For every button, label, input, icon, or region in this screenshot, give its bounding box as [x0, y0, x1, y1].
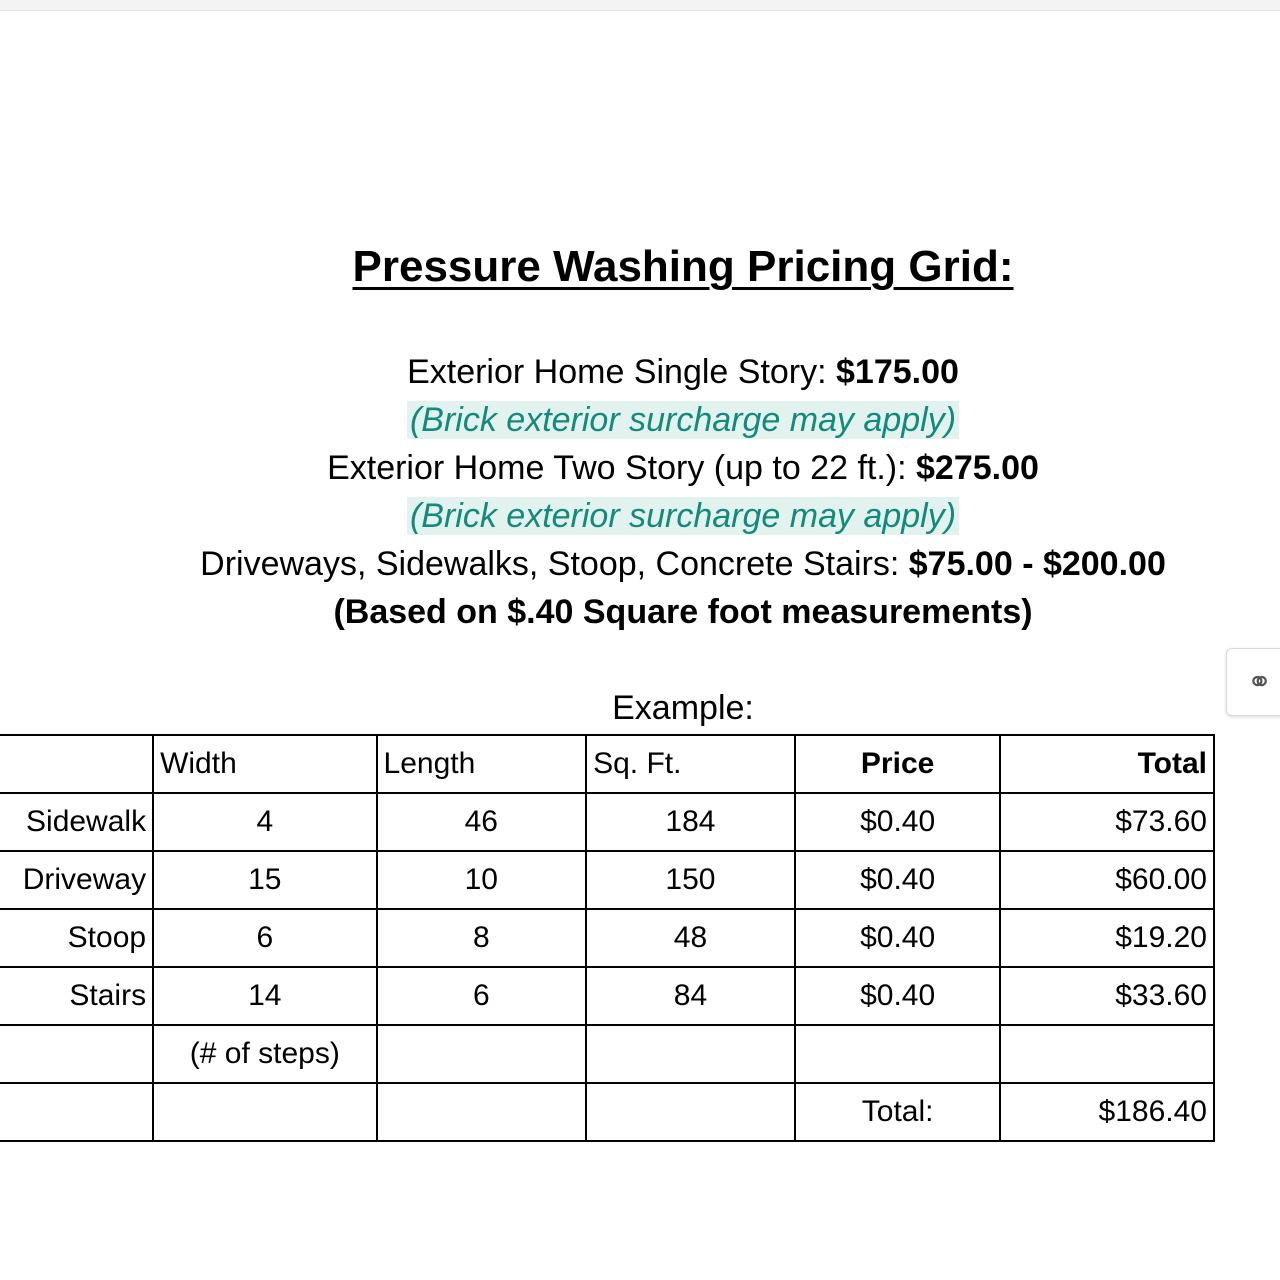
- brick-surcharge-note-2: [0, 496, 1280, 536]
- row-label: Sidewalk: [0, 793, 153, 851]
- sqft-cell: 84: [586, 967, 795, 1025]
- price-cell: $0.40: [795, 851, 1001, 909]
- sqft-cell: 150: [586, 851, 795, 909]
- single-story-price: $175.00: [836, 353, 959, 391]
- link-icon: ⚭: [1247, 665, 1273, 700]
- header-cell-length: Length: [377, 735, 587, 793]
- concrete-services-price: $75.00 - $200.00: [908, 545, 1166, 583]
- grand-total-cell: $186.40: [1000, 1083, 1214, 1141]
- total-cell: $60.00: [1000, 851, 1214, 909]
- width-cell: 6: [153, 909, 376, 967]
- sqft-cell: 184: [586, 793, 795, 851]
- length-cell: 10: [377, 851, 587, 909]
- length-cell: 8: [377, 909, 587, 967]
- link-chip[interactable]: [1226, 648, 1280, 716]
- table-total-row: [0, 1083, 1214, 1141]
- width-cell: 14: [153, 967, 376, 1025]
- brick-surcharge-text-1: (Brick exterior surcharge may apply): [407, 401, 959, 439]
- header-cell-blank: [0, 735, 153, 793]
- pricing-example-table: [0, 734, 1215, 1142]
- row-label: Driveway: [0, 851, 153, 909]
- total-cell: $33.60: [1000, 967, 1214, 1025]
- table-row: [0, 909, 1214, 967]
- example-label: Example:: [612, 689, 754, 727]
- sqft-cell: 48: [586, 909, 795, 967]
- concrete-services-label: Driveways, Sidewalks, Stoop, Concrete Stairs:: [200, 545, 909, 583]
- table-row: [0, 967, 1214, 1025]
- total-label-cell: Total:: [795, 1083, 1001, 1141]
- header-cell-price: Price: [795, 735, 1001, 793]
- square-foot-basis-text: (Based on $.40 Square foot measurements): [333, 593, 1033, 631]
- header-cell-sqft: Sq. Ft.: [586, 735, 795, 793]
- length-cell: [377, 1025, 587, 1083]
- single-story-line: [0, 352, 1280, 392]
- header-cell-total: Total: [1000, 735, 1214, 793]
- table-row: [0, 793, 1214, 851]
- row-label: Stoop: [0, 909, 153, 967]
- two-story-label: Exterior Home Two Story (up to 22 ft.):: [327, 449, 917, 487]
- price-cell: $0.40: [795, 793, 1001, 851]
- length-cell: [377, 1083, 587, 1141]
- concrete-services-line: [0, 544, 1280, 584]
- header-cell-width: Width: [153, 735, 376, 793]
- length-cell: 46: [377, 793, 587, 851]
- price-cell: [795, 1025, 1001, 1083]
- table-row: [0, 851, 1214, 909]
- table-header-row: [0, 735, 1214, 793]
- table-row: [0, 1025, 1214, 1083]
- brick-surcharge-text-2: (Brick exterior surcharge may apply): [407, 497, 959, 535]
- two-story-line: [0, 448, 1280, 488]
- row-label: Stairs: [0, 967, 153, 1025]
- width-cell: 4: [153, 793, 376, 851]
- width-cell: 15: [153, 851, 376, 909]
- row-label: [0, 1025, 153, 1083]
- total-cell: $19.20: [1000, 909, 1214, 967]
- row-label: [0, 1083, 153, 1141]
- two-story-price: $275.00: [916, 449, 1039, 487]
- document-title: Pressure Washing Pricing Grid:: [352, 242, 1014, 291]
- total-cell: [1000, 1025, 1214, 1083]
- sqft-cell: [586, 1025, 795, 1083]
- steps-note-cell: (# of steps): [153, 1025, 376, 1083]
- top-toolbar-edge: [0, 0, 1280, 11]
- sqft-cell: [586, 1083, 795, 1141]
- single-story-label: Exterior Home Single Story:: [407, 353, 837, 391]
- length-cell: 6: [377, 967, 587, 1025]
- square-foot-basis-line: [0, 592, 1280, 632]
- price-cell: $0.40: [795, 909, 1001, 967]
- width-cell: [153, 1083, 376, 1141]
- price-cell: $0.40: [795, 967, 1001, 1025]
- brick-surcharge-note-1: [0, 400, 1280, 440]
- total-cell: $73.60: [1000, 793, 1214, 851]
